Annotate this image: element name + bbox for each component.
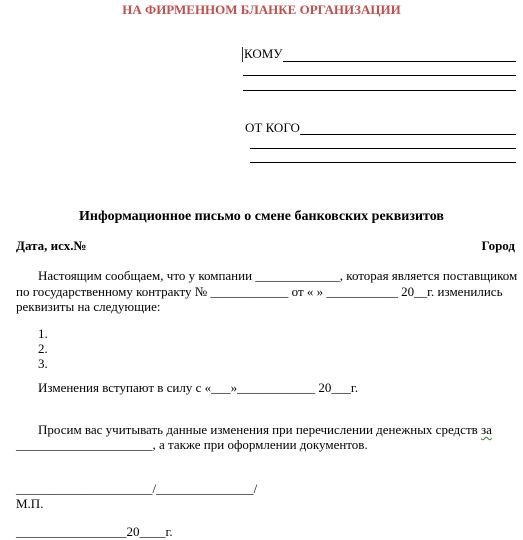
from-line-2 <box>250 148 516 149</box>
from-label: ОТ КОГО <box>245 120 300 135</box>
to-label: КОМУ <box>244 46 283 61</box>
paragraph2-line1-text: Просим вас учитывать данные изменения при перечислении денежных средств <box>38 422 482 437</box>
from-line-3 <box>250 162 516 163</box>
to-line-2 <box>243 75 516 76</box>
city-label: Город <box>481 238 515 253</box>
paragraph1-line2: по государственному контракту № ____________ от « » ___________ 20__г. изменились <box>16 284 503 299</box>
text-cursor <box>242 47 243 62</box>
stamp-label: М.П. <box>16 496 44 511</box>
list-item: 2. <box>38 341 48 356</box>
to-line-3 <box>243 90 516 91</box>
to-line-1 <box>283 61 516 62</box>
from-line-1 <box>300 134 516 135</box>
spellcheck-word: за <box>481 422 492 437</box>
signature-line: _____________________/_______________/ <box>16 481 258 496</box>
list-item: 3. <box>38 356 48 371</box>
paragraph2-line2: _____________________, а также при оформлении документов. <box>16 437 368 452</box>
paragraph1-line3: реквизиты на следующие: <box>16 299 161 314</box>
list-item: 1. <box>38 326 48 341</box>
letterhead-caption: НА ФИРМЕННОМ БЛАНКЕ ОРГАНИЗАЦИИ <box>122 2 401 17</box>
document-title: Информационное письмо о смене банковских реквизитов <box>79 209 444 224</box>
paragraph2-line1 <box>38 422 492 438</box>
date-number-label: Дата, исх.№ <box>16 238 87 253</box>
date-line: _________________20____г. <box>16 524 173 539</box>
effective-date-line: Изменения вступают в силу с «___»____________ 20___г. <box>38 380 358 395</box>
paragraph1-line1: Настоящим сообщаем, что у компании _____________, которая является поставщиком <box>38 268 518 283</box>
